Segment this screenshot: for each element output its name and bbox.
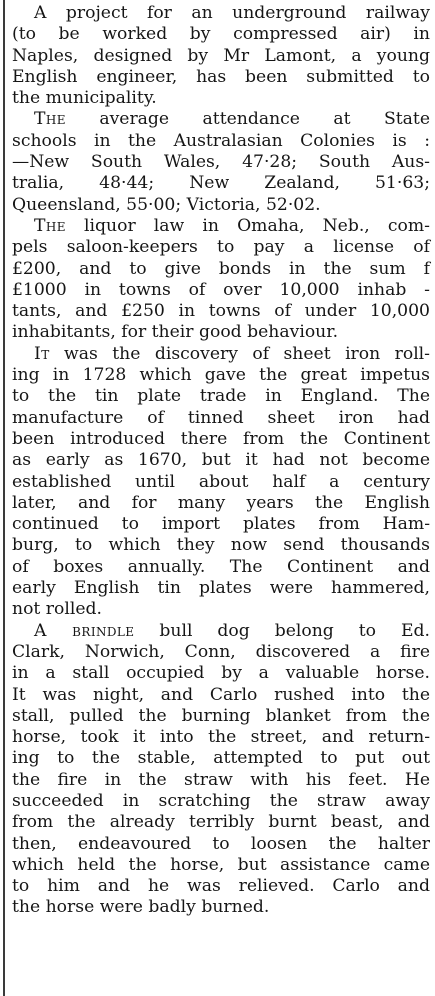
line-text: in a stall occupied by a valuable horse. (12, 663, 430, 684)
paragraph (12, 109, 430, 215)
text-line (12, 216, 430, 237)
line-text: (to be worked by compressed air) in (12, 24, 430, 45)
paragraph (12, 621, 430, 919)
line-text: been introduced there from the Continent (12, 428, 430, 449)
text-line (12, 195, 430, 216)
text-line (12, 791, 430, 812)
text-line (12, 259, 430, 280)
text-line (12, 46, 430, 67)
text-line (12, 237, 430, 258)
text-line (12, 578, 430, 599)
text-line (12, 897, 430, 918)
line-text: stall, pulled the burning blanket from the (12, 705, 430, 726)
text-line (12, 429, 430, 450)
text-line (12, 493, 430, 514)
text-line (12, 642, 430, 663)
line-text: Queensland, 55·00; Victoria, 52·02. (12, 194, 321, 215)
paragraph (12, 216, 430, 344)
text-line (12, 812, 430, 833)
line-text: was the discovery of sheet iron roll- (49, 343, 430, 364)
text-line (12, 472, 430, 493)
line-text: schools in the Australasian Colonies is : (12, 130, 430, 151)
line-text: then, endeavoured to loosen the halter (12, 833, 430, 854)
paragraph (12, 344, 430, 621)
text-line (12, 280, 430, 301)
text-line (12, 322, 430, 343)
line-text: pels saloon-keepers to pay a license of (12, 237, 430, 258)
text-line (12, 3, 430, 24)
paragraph-lead: A brindle (34, 620, 135, 641)
text-line (12, 855, 430, 876)
line-text: continued to import plates from Ham- (12, 514, 430, 535)
text-line (12, 727, 430, 748)
text-line (12, 344, 430, 365)
line-text: from the already terribly burnt beast, and (12, 812, 430, 833)
line-text: manufacture of tinned sheet iron had (12, 407, 430, 428)
text-line (12, 706, 430, 727)
text-line (12, 599, 430, 620)
line-text: Naples, designed by Mr Lamont, a young (12, 45, 430, 66)
line-text: tants, and £250 in towns of under 10,000 (12, 301, 430, 322)
paragraph-lead: The (34, 109, 66, 130)
line-text: of boxes annually. The Continent and (12, 556, 430, 577)
text-line (12, 514, 430, 535)
line-text: £200, and to give bonds in the sum f (12, 258, 430, 279)
text-line (12, 876, 430, 897)
line-text: early English tin plates were hammered, (12, 578, 430, 599)
text-line (12, 450, 430, 471)
text-line (12, 152, 430, 173)
line-text: It was night, and Carlo rushed into the (12, 684, 430, 705)
text-line (12, 365, 430, 386)
paragraph-lead: It (34, 343, 50, 364)
line-text: established until about half a century (12, 471, 430, 492)
line-text: the municipality. (12, 88, 157, 109)
line-text: the horse were badly burned. (12, 897, 270, 918)
line-text: ing to the stable, attempted to put out (12, 748, 430, 769)
line-text: later, and for many years the English (12, 492, 430, 513)
line-text: as early as 1670, but it had not become (12, 450, 430, 471)
line-text: succeeded in scratching the straw away (12, 790, 430, 811)
text-line (12, 24, 430, 45)
paragraph-lead: The (34, 215, 66, 236)
column-rule (3, 0, 5, 996)
text-line (12, 408, 430, 429)
text-column (12, 3, 430, 919)
line-text: horse, took it into the street, and return- (12, 727, 430, 748)
line-text: liquor law in Omaha, Neb., com- (65, 215, 430, 236)
line-text: bull dog belong to Ed. (134, 620, 431, 641)
text-line (12, 88, 430, 109)
line-text: English engineer, has been submitted to (12, 66, 430, 87)
text-line (12, 386, 430, 407)
text-line (12, 173, 430, 194)
text-line (12, 834, 430, 855)
line-text: A project for an underground railway (34, 3, 430, 23)
text-line (12, 685, 430, 706)
line-text: to the tin plate trade in England. The (12, 386, 430, 407)
line-text: £1000 in towns of over 10,000 inhab - (12, 279, 430, 300)
paragraph (12, 3, 430, 109)
text-line (12, 131, 430, 152)
text-line (12, 535, 430, 556)
text-line (12, 748, 430, 769)
line-text: the fire in the straw with his feet. He (12, 769, 430, 790)
text-line (12, 67, 430, 88)
line-text: Clark, Norwich, Conn, discovered a fire (12, 641, 430, 662)
text-line (12, 109, 430, 130)
line-text: burg, to which they now send thousands (12, 535, 430, 556)
line-text: average attendance at State (65, 109, 430, 130)
line-text: which held the horse, but assistance came (12, 854, 430, 875)
line-text: —New South Wales, 47·28; South Aus- (12, 152, 430, 173)
text-line (12, 301, 430, 322)
line-text: not rolled. (12, 599, 102, 620)
line-text: to him and he was relieved. Carlo and (12, 876, 430, 897)
line-text: inhabitants, for their good behaviour. (12, 322, 339, 343)
text-line (12, 557, 430, 578)
text-line (12, 770, 430, 791)
text-line (12, 663, 430, 684)
text-line (12, 621, 430, 642)
line-text: tralia, 48·44; New Zealand, 51·63; (12, 173, 430, 194)
line-text: ing in 1728 which gave the great impetus (12, 365, 430, 386)
